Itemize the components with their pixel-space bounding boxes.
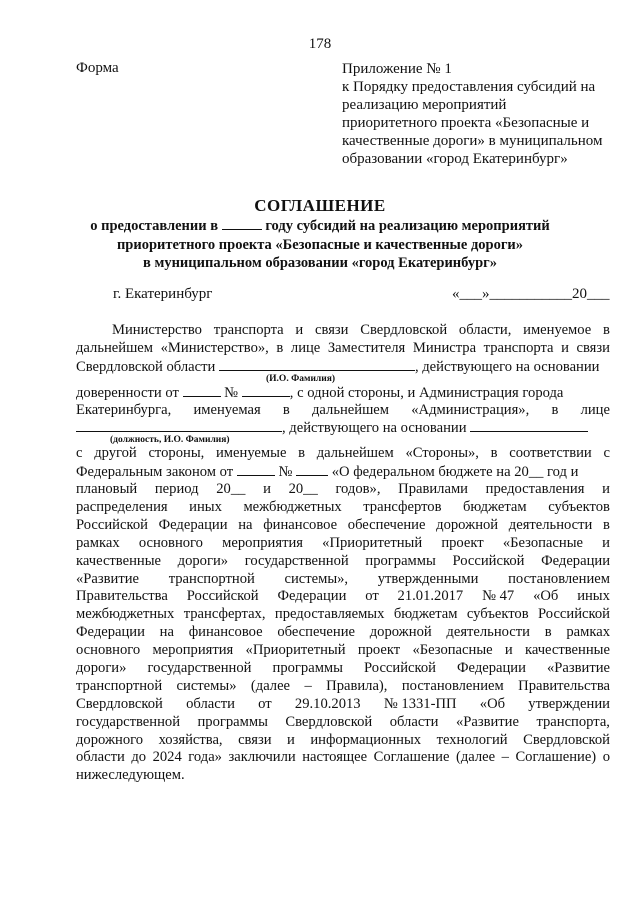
- body-word: качественные: [76, 552, 161, 569]
- body-line: [76, 535, 610, 553]
- body-word: «Приоритетный: [322, 534, 423, 551]
- annex-line: качественные дороги» в муниципальном: [342, 133, 603, 149]
- body-word: лице: [290, 339, 321, 356]
- body-line: [76, 571, 610, 589]
- caption-position-fio: (должность, И.О. Фамилия): [110, 435, 230, 446]
- title-line-2: приоритетного проекта «Безопасные и качественные дороги»: [116, 236, 524, 253]
- body-word: программы: [197, 713, 268, 730]
- body-word: дорожной: [369, 624, 432, 641]
- body-word: Российской: [452, 552, 525, 569]
- title-line-1-b: году субсидий на реализацию мероприятий: [265, 218, 550, 234]
- body-word: Правилами: [398, 481, 468, 498]
- body-word: период: [154, 481, 199, 498]
- body-word: мероприятия: [152, 642, 234, 659]
- body-word: Федерации: [457, 660, 526, 677]
- body-word: (далее: [250, 677, 291, 694]
- body-word: связи: [576, 339, 610, 356]
- body-word: дороги»: [76, 660, 127, 677]
- body-line: [76, 606, 610, 624]
- body-word: Свердловской: [523, 731, 610, 748]
- body-word: соответствии: [509, 445, 592, 462]
- body-word: финансовое: [263, 516, 338, 533]
- body-word: дальнейшем: [76, 339, 154, 356]
- body-word: Федерации: [76, 624, 145, 641]
- body-word: «Развитие: [455, 713, 519, 730]
- body-word: Екатеринбурга,: [76, 401, 172, 418]
- body-word: плановый: [76, 481, 138, 498]
- blank-field: [76, 419, 282, 432]
- body-word: Министра: [412, 339, 477, 356]
- body-word: деятельности: [508, 516, 593, 533]
- body-word: предоставления: [485, 481, 585, 498]
- body-word: № 1331-ПП: [383, 695, 457, 712]
- body-word: дороги»: [177, 552, 229, 569]
- body-line: [76, 714, 610, 732]
- body-word: связи: [315, 322, 349, 338]
- body-line: [76, 660, 610, 678]
- body-word: качественные: [524, 642, 610, 659]
- body-word: стороны,: [148, 445, 205, 462]
- body-word: «Администрация»,: [411, 401, 530, 418]
- body-word: о: [602, 749, 610, 766]
- body-word: транспорта: [213, 322, 284, 338]
- body-text: Свердловской области: [76, 358, 216, 375]
- body-word: программы: [365, 552, 436, 569]
- body-line: [76, 678, 610, 696]
- body-line: [76, 517, 610, 535]
- body-line: [76, 340, 610, 358]
- body-word: утверждении: [528, 695, 610, 712]
- body-word: и: [504, 642, 513, 659]
- blank-field: [183, 384, 221, 397]
- body-word: области: [186, 695, 235, 712]
- body-word: основного: [76, 642, 141, 659]
- body-word: «Стороны»,: [405, 445, 479, 462]
- body-word: бюджетам: [463, 499, 527, 516]
- body-word: рамках: [566, 624, 610, 641]
- body-word: в: [490, 445, 498, 462]
- body-word: дорожного: [76, 731, 144, 748]
- body-word: и: [295, 322, 304, 338]
- body-word: проект: [357, 642, 401, 659]
- body-word: распределения: [76, 499, 168, 516]
- body-word: системы»: [176, 677, 237, 694]
- body-word: Соглашение: [373, 749, 450, 766]
- page-number: 178: [308, 36, 332, 52]
- body-line: [76, 642, 610, 660]
- blank-field: [219, 358, 415, 371]
- body-word: иных: [577, 588, 610, 605]
- body-word: и: [263, 481, 271, 498]
- body-word: –: [304, 677, 312, 694]
- body-word: в: [544, 624, 552, 641]
- body-word: рамках: [76, 534, 120, 551]
- body-word: «Приоритетный: [245, 642, 346, 659]
- body-word: дорожной: [436, 516, 499, 533]
- body-text: №: [278, 464, 293, 481]
- body-line: [76, 696, 610, 714]
- body-line: [76, 384, 610, 402]
- body-word: постановлением: [508, 570, 610, 587]
- body-word: трансфертов: [363, 499, 442, 516]
- body-word: государственной: [244, 552, 349, 569]
- body-word: трансфертах,: [183, 606, 266, 623]
- form-label: Форма: [76, 60, 119, 76]
- body-word: в: [276, 339, 284, 356]
- body-word: «Министерство»,: [160, 339, 269, 356]
- body-word: 2024: [152, 749, 182, 766]
- body-word: государственной: [76, 713, 181, 730]
- body-word: дальнейшем: [312, 401, 390, 418]
- body-word: обеспечение: [277, 624, 355, 641]
- body-word: мероприятия: [222, 534, 303, 551]
- body-word: в: [603, 516, 610, 533]
- body-word: и: [602, 481, 610, 498]
- body-word: Российской: [76, 516, 148, 533]
- body-word: Правительства: [518, 677, 610, 694]
- body-line: [76, 445, 610, 463]
- body-word: постановлением: [401, 677, 504, 694]
- body-word: транспорта,: [536, 713, 610, 730]
- body-text: №: [224, 384, 239, 401]
- annex-line: образовании «город Екатеринбург»: [342, 151, 568, 167]
- body-word: и: [287, 731, 295, 748]
- body-word: Правила),: [326, 677, 388, 694]
- body-word: транспортной: [168, 570, 255, 587]
- body-word: «Развитие: [76, 570, 140, 587]
- body-word: Свердловской: [76, 695, 163, 712]
- body-word: лице: [580, 401, 610, 418]
- body-word: Заместителя: [327, 339, 406, 356]
- body-word: с: [76, 445, 83, 462]
- date-blank: «___»___________20___: [452, 286, 610, 302]
- body-word: межбюджетных: [76, 606, 175, 623]
- body-word: от: [258, 695, 272, 712]
- body-word: настоящее: [302, 749, 368, 766]
- body-word: Федерации: [541, 552, 610, 569]
- body-line: [76, 322, 610, 340]
- body-word: в: [603, 322, 610, 338]
- body-word: Свердловской: [360, 322, 448, 338]
- title-line-1: [0, 217, 640, 236]
- body-line: [76, 402, 610, 420]
- annex-line: к Порядку предоставления субсидий на: [342, 79, 596, 95]
- body-word: Российской: [538, 606, 610, 623]
- body-word: Министерство: [112, 322, 202, 338]
- body-word: и: [602, 534, 610, 551]
- body-word: (далее: [455, 749, 496, 766]
- body-word: другой: [94, 445, 137, 462]
- body-word: в: [282, 401, 290, 418]
- caption-fio: (И.О. Фамилия): [266, 373, 336, 384]
- body-word: предоставляемых: [274, 606, 385, 623]
- body-word: программы: [272, 660, 343, 677]
- body-word: деятельности: [446, 624, 530, 641]
- body-word: Российской: [186, 588, 259, 605]
- body-word: в: [298, 445, 306, 462]
- body-word: субъектов: [466, 606, 529, 623]
- body-word: именуемое: [523, 322, 592, 338]
- body-word: проект: [441, 534, 484, 551]
- annex-block: [342, 60, 602, 168]
- body-word: –: [501, 749, 509, 766]
- body-word: Федерации: [158, 516, 228, 533]
- title-main: СОГЛАШЕНИЕ: [254, 196, 386, 215]
- body-word: иных: [189, 499, 222, 516]
- body-word: «Об: [533, 588, 559, 605]
- body-word: субъектов: [548, 499, 610, 516]
- body-word: года»: [188, 749, 222, 766]
- body-text: , действующего на основании: [282, 420, 467, 437]
- body-word: Правительства: [76, 588, 168, 605]
- document-title: [0, 195, 640, 273]
- body-word: 29.10.2013: [294, 695, 361, 712]
- body-line: [76, 481, 610, 499]
- body-text: Федеральным законом от: [76, 464, 234, 481]
- body-word: технологий: [436, 731, 508, 748]
- annex-line: реализацию мероприятий: [342, 97, 507, 113]
- body-word: связи: [238, 731, 272, 748]
- body-word: Российской: [364, 660, 436, 677]
- place-date-row: [0, 286, 640, 308]
- body-line: [76, 499, 610, 517]
- blank-year: [222, 217, 262, 230]
- body-word: именуемая: [193, 401, 261, 418]
- body-text: [76, 384, 563, 402]
- body-word: дальнейшем: [316, 445, 394, 462]
- body-word: основного: [138, 534, 203, 551]
- body-word: области: [389, 713, 439, 730]
- city: г. Екатеринбург: [113, 286, 213, 302]
- blank-field: [237, 463, 275, 476]
- body-text: , действующего на основании: [414, 358, 600, 375]
- body-word: системы»,: [284, 570, 349, 587]
- body-word: «Безопасные: [502, 534, 583, 551]
- body-word: «Безопасные: [412, 642, 493, 659]
- annex-line: приоритетного проекта «Безопасные и: [342, 115, 590, 131]
- body-word: транспорта: [483, 339, 554, 356]
- body-text: «О федеральном бюджете на 20__ год и: [331, 464, 579, 481]
- body-word: обеспечение: [347, 516, 426, 533]
- body-line: [76, 463, 610, 481]
- body-word: с: [603, 445, 610, 462]
- blank-field: [470, 419, 588, 432]
- body-word: Федерации: [277, 588, 347, 605]
- agreement-body: [76, 322, 610, 785]
- body-text: доверенности от: [76, 384, 179, 401]
- body-word: и: [561, 339, 569, 356]
- caption-row: [76, 374, 610, 384]
- body-word: бюджетам: [393, 606, 458, 623]
- body-word: 20__: [216, 481, 246, 498]
- body-line: [76, 588, 610, 606]
- body-word: на: [159, 624, 174, 641]
- body-line: [76, 553, 610, 571]
- annex-line: Приложение № 1: [342, 61, 452, 77]
- body-word: Соглашение): [515, 749, 597, 766]
- body-line: [76, 732, 610, 750]
- body-word: «Развитие: [546, 660, 610, 677]
- body-line: [76, 624, 610, 642]
- body-word: в: [551, 401, 559, 418]
- body-word: № 47: [482, 588, 515, 605]
- caption-row: [76, 435, 610, 445]
- body-word: Свердловской: [285, 713, 373, 730]
- body-word: финансовое: [188, 624, 263, 641]
- body-word: 20__: [288, 481, 318, 498]
- body-word: информационных: [310, 731, 422, 748]
- body-word: межбюджетных: [243, 499, 342, 516]
- body-word: годов»,: [335, 481, 381, 498]
- body-text: , с одной стороны, и Администрация города: [289, 384, 564, 401]
- body-word: государственной: [147, 660, 252, 677]
- body-word: транспортной: [76, 677, 163, 694]
- body-word: до: [131, 749, 147, 766]
- blank-field: [242, 384, 290, 397]
- body-word: «Об: [479, 695, 506, 712]
- blank-field: [296, 463, 328, 476]
- body-word: от: [365, 588, 379, 605]
- title-line-1-a: о предоставлении в: [90, 218, 219, 234]
- body-word: заключили: [228, 749, 296, 766]
- body-word: именуемые: [215, 445, 287, 462]
- body-line: [76, 749, 610, 767]
- body-word: 21.01.2017: [397, 588, 464, 605]
- body-line: нижеследующем.: [76, 767, 185, 784]
- body-word: хозяйства,: [158, 731, 223, 748]
- body-text: [76, 463, 578, 481]
- title-line-3: в муниципальном образовании «город Екатеринбург»: [142, 255, 498, 271]
- body-word: области,: [458, 322, 512, 338]
- body-word: утвержденными: [377, 570, 479, 587]
- body-word: на: [238, 516, 253, 533]
- body-word: области: [76, 749, 125, 766]
